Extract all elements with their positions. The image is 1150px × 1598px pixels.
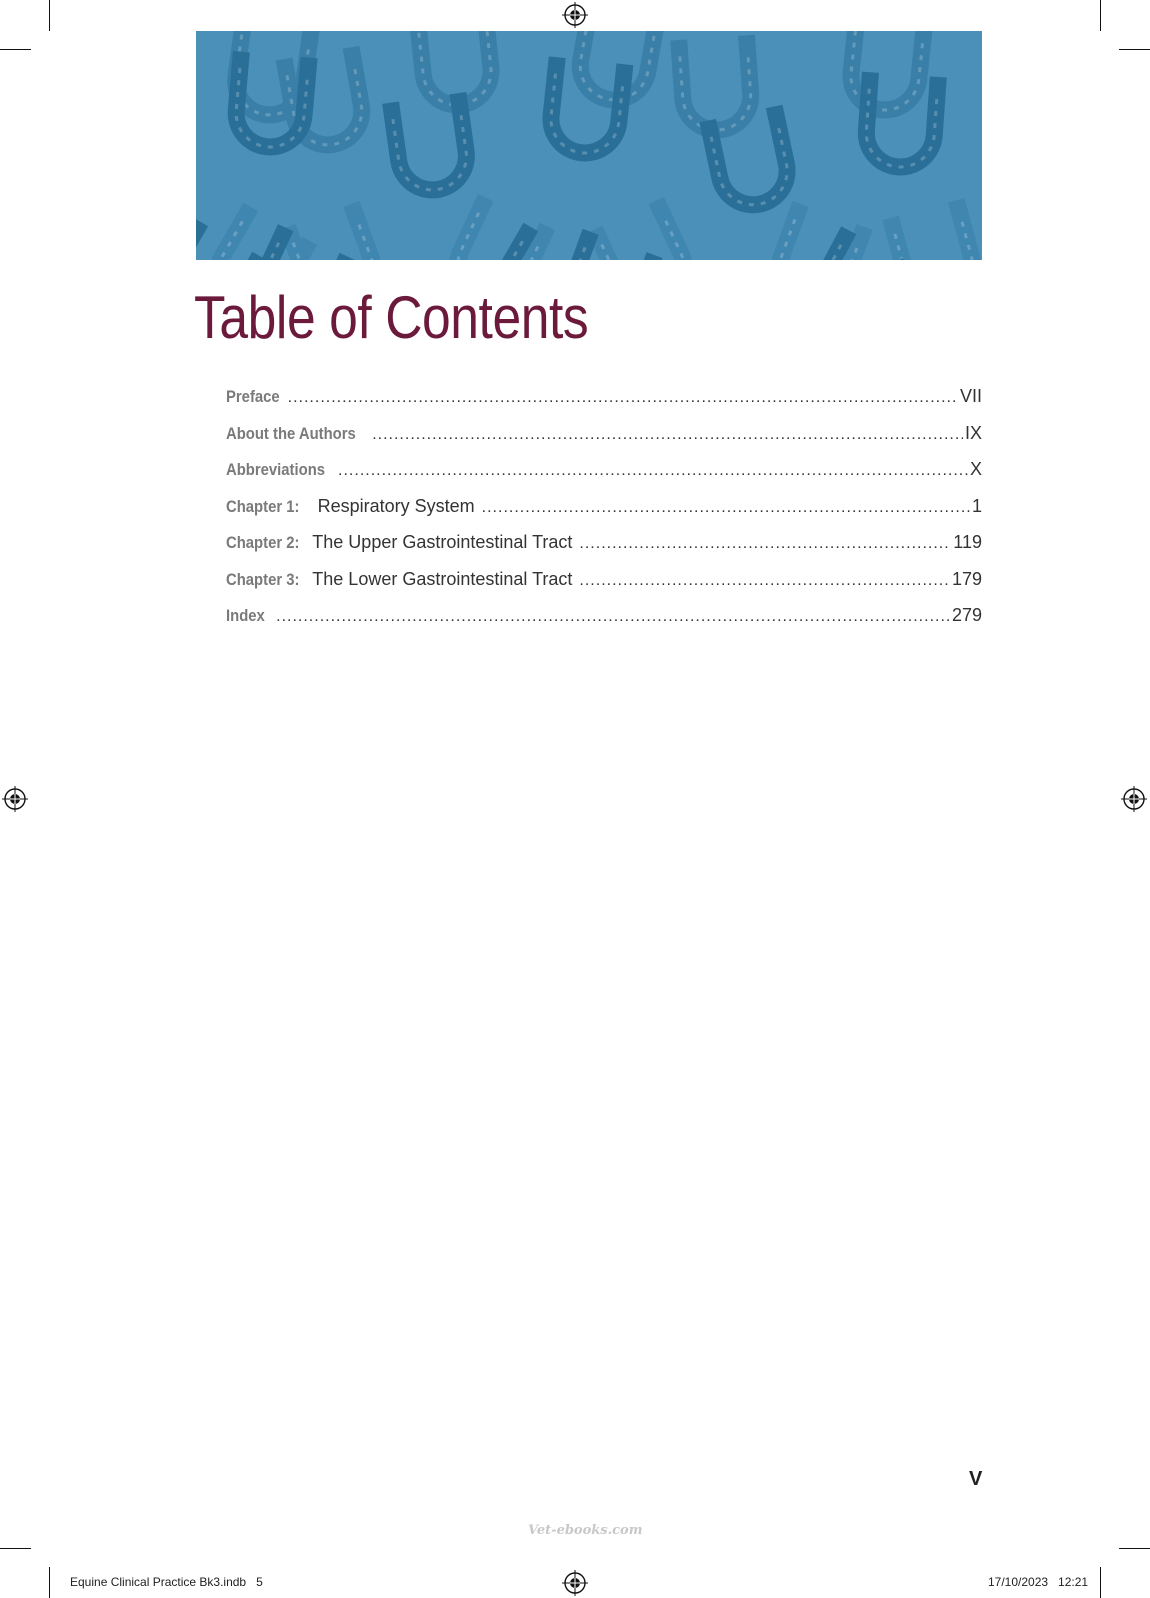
toc-entry-title: The Lower Gastrointestinal Tract — [307, 568, 578, 589]
crop-mark-icon — [0, 49, 31, 50]
toc-entry-label: Chapter 1: — [226, 497, 300, 516]
toc-page-number: 1 — [971, 495, 982, 516]
toc-entry-abbreviations[interactable] — [226, 459, 982, 496]
toc-entry-index[interactable] — [226, 605, 982, 642]
crop-mark-icon — [49, 1567, 50, 1598]
table-of-contents — [226, 386, 982, 642]
toc-page-number: X — [969, 459, 982, 479]
toc-entry-chapter-1[interactable] — [226, 496, 982, 533]
toc-entry-label: Index — [226, 607, 265, 625]
toc-entry-title — [269, 605, 274, 625]
slug-datetime: 17/10/2023 12:21 — [988, 1575, 1089, 1589]
page-title: Table of Contents — [194, 284, 589, 351]
toc-entry-chapter-3[interactable] — [226, 569, 982, 606]
crop-mark-icon — [1100, 1567, 1101, 1598]
watermark: Vet-ebooks.com — [528, 1523, 643, 1538]
horseshoe-pattern-icon — [196, 31, 982, 260]
dot-leader — [372, 426, 963, 444]
toc-entry-label: About the Authors — [226, 424, 356, 443]
registration-mark-icon — [562, 2, 588, 28]
crop-mark-icon — [49, 0, 50, 31]
crop-mark-icon — [0, 1548, 31, 1549]
dot-leader — [482, 499, 970, 517]
crop-mark-icon — [1119, 49, 1150, 50]
toc-page-number: VII — [959, 386, 982, 406]
dot-leader — [579, 535, 951, 553]
toc-entry-chapter-2[interactable] — [226, 532, 982, 569]
dot-leader — [276, 608, 950, 626]
toc-page-number: 119 — [953, 532, 982, 552]
header-banner — [196, 31, 982, 260]
toc-entry-label: Abbreviations — [226, 461, 326, 479]
toc-entry-title: The Upper Gastrointestinal Tract — [307, 532, 578, 552]
page-number: V — [969, 1468, 983, 1490]
toc-entry-label: Preface — [226, 388, 280, 406]
dot-leader — [338, 462, 968, 480]
toc-page-number: 279 — [951, 605, 982, 625]
toc-entry-label: Chapter 3: — [226, 570, 300, 589]
toc-entry-title: Respiratory System — [307, 495, 480, 516]
toc-entry-preface[interactable] — [226, 386, 982, 423]
registration-mark-icon — [1121, 786, 1147, 812]
slug-filename: Equine Clinical Practice Bk3.indb 5 — [70, 1575, 263, 1589]
toc-entry-about-authors[interactable] — [226, 423, 982, 460]
crop-mark-icon — [1100, 0, 1101, 31]
toc-page-number: 179 — [951, 568, 982, 589]
toc-entry-label: Chapter 2: — [226, 534, 300, 552]
crop-mark-icon — [1119, 1548, 1150, 1549]
registration-mark-icon — [2, 786, 28, 812]
registration-mark-icon — [562, 1570, 588, 1596]
toc-page-number: IX — [964, 422, 982, 443]
dot-leader — [579, 572, 950, 590]
dot-leader — [288, 389, 958, 407]
